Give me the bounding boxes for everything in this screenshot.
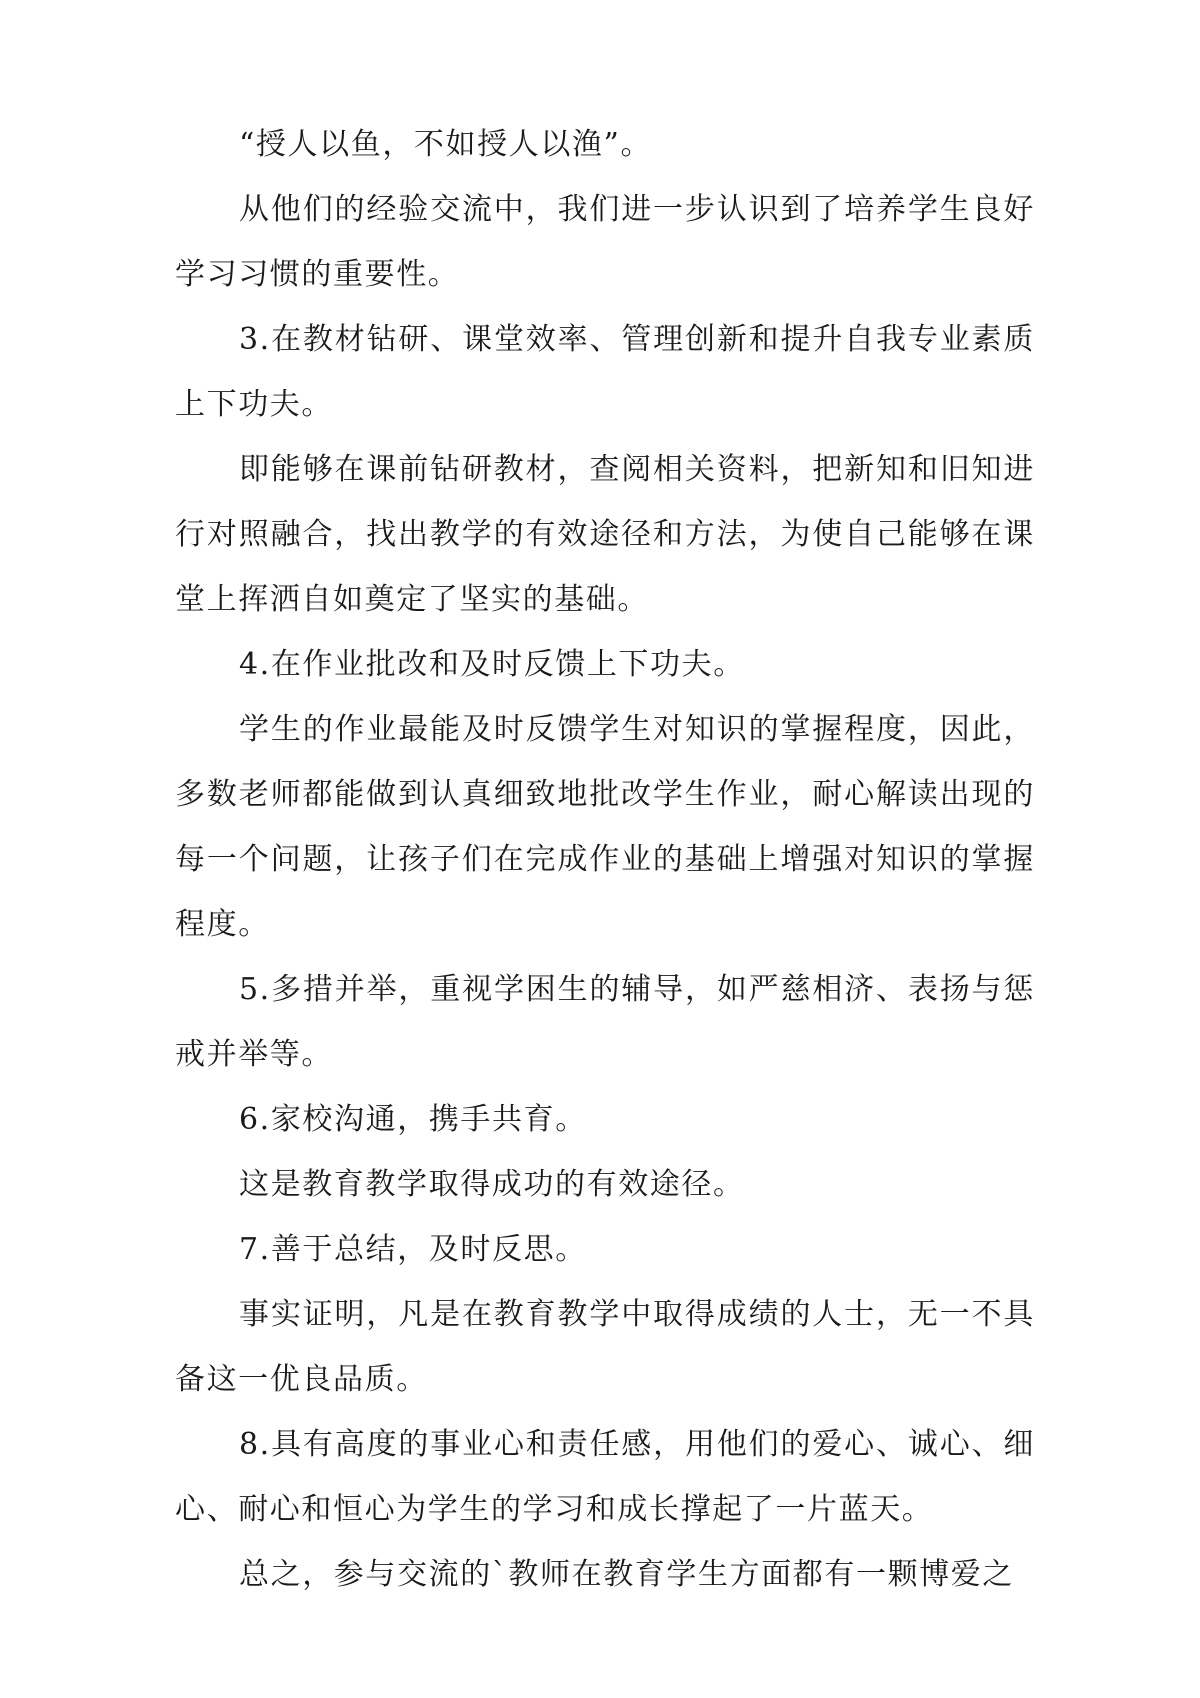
paragraph-item-7-detail: 事实证明，凡是在教育教学中取得成绩的人士，无一不具备这一优良品质。 (175, 1297, 1035, 1397)
paragraph-experience: 从他们的经验交流中，我们进一步认识到了培养学生良好学习习惯的重要性。 (175, 192, 1035, 292)
paragraph-summary: 总之，参与交流的`教师在教育学生方面都有一颗博爱之 (239, 1557, 1014, 1592)
paragraph-item-7: 7.善于总结，及时反思。 (239, 1232, 587, 1267)
paragraph-item-6-detail: 这是教育教学取得成功的有效途径。 (239, 1167, 745, 1202)
paragraph-item-4-detail: 学生的作业最能及时反馈学生对知识的掌握程度，因此，多数老师都能做到认真细致地批改学生作业，耐心解读出现的每一个问题，让孩子们在完成作业的基础上增强对知识的掌握程度。 (175, 712, 1035, 942)
paragraph-item-5: 5.多措并举，重视学困生的辅导，如严慈相济、表扬与惩戒并举等。 (175, 972, 1035, 1072)
document-body (175, 112, 1035, 1607)
paragraph-item-3: 3.在教材钻研、课堂效率、管理创新和提升自我专业素质上下功夫。 (175, 322, 1035, 422)
paragraph-item-4: 4.在作业批改和及时反馈上下功夫。 (239, 647, 745, 682)
paragraph-item-3-detail: 即能够在课前钻研教材，查阅相关资料，把新知和旧知进行对照融合，找出教学的有效途径和方法，为使自己能够在课堂上挥洒自如奠定了坚实的基础。 (175, 452, 1035, 617)
paragraph-quote: “授人以鱼，不如授人以渔”。 (239, 127, 653, 162)
paragraph-item-8: 8.具有高度的事业心和责任感，用他们的爱心、诚心、细心、耐心和恒心为学生的学习和成长撑起了一片蓝天。 (175, 1427, 1035, 1527)
paragraph-item-6: 6.家校沟通，携手共育。 (239, 1102, 587, 1137)
